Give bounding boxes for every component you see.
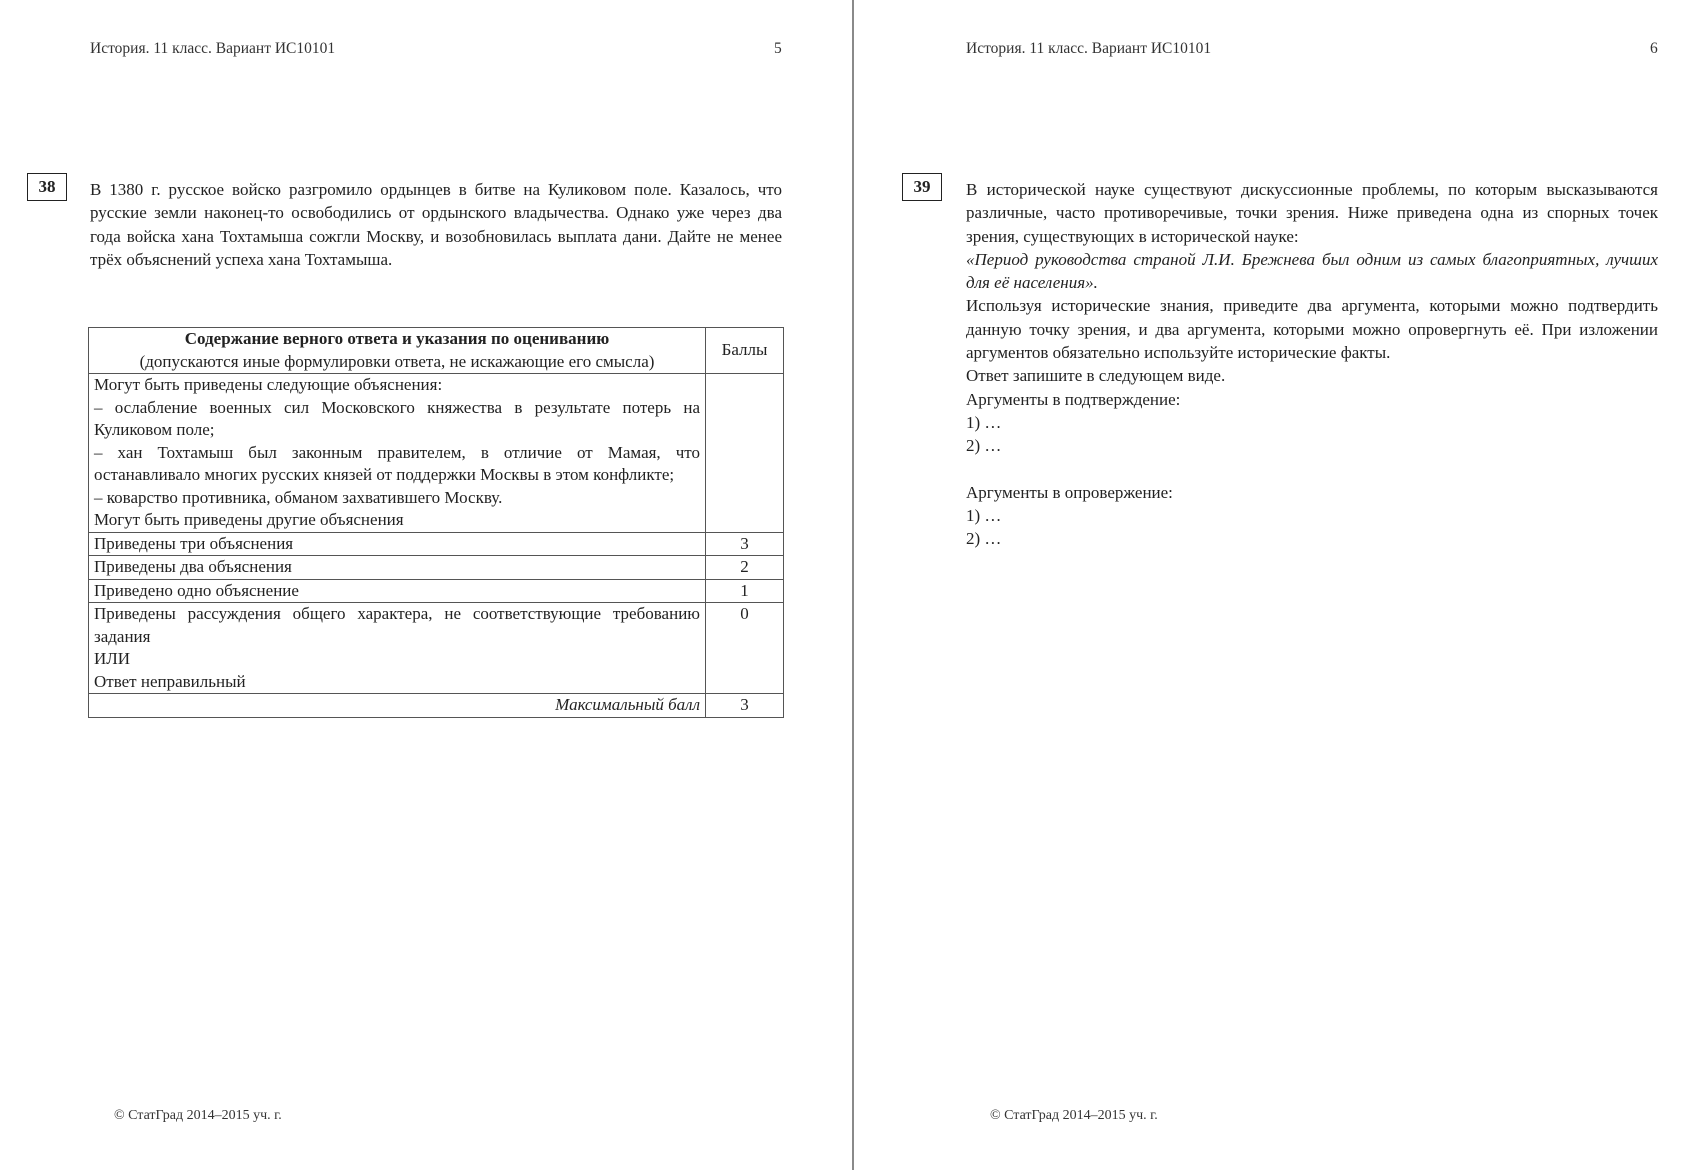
grading-table	[88, 327, 784, 718]
score-cell: 0	[706, 603, 784, 694]
table-row	[89, 532, 784, 556]
header-main: Содержание верного ответа и указания по оцениванию	[184, 329, 610, 348]
refute-heading: Аргументы в опровержение:	[966, 482, 1173, 502]
table-row	[89, 374, 784, 533]
criterion-cell	[89, 603, 706, 694]
score-cell: 2	[706, 556, 784, 580]
table-max-row	[89, 694, 784, 718]
support-heading: Аргументы в подтверждение:	[966, 389, 1181, 409]
criterion-line: ИЛИ	[94, 649, 131, 668]
task-number-box: 39	[902, 173, 942, 201]
criterion-line: Приведены рассуждения общего характера, не соответствующие требованию задания	[94, 604, 700, 646]
criterion-cell: Приведено одно объяснение	[89, 579, 706, 603]
criterion-cell: Приведены три объяснения	[89, 532, 706, 556]
refute-item: 1) …	[966, 506, 1002, 526]
task-39-intro: В исторической науке существуют дискуссионные проблемы, по которым высказываются различные, часто противоречивые, точки зрения. Ниже приведена одна из спорных точек зрения, существующих в исторической науке:	[966, 180, 1658, 246]
score-cell: 3	[706, 532, 784, 556]
content-line: Могут быть приведены другие объяснения	[94, 510, 404, 529]
page-5	[0, 0, 852, 1170]
page-number: 6	[1650, 40, 1658, 57]
score-cell: 1	[706, 579, 784, 603]
table-row	[89, 603, 784, 694]
page-header-title: История. 11 класс. Вариант ИС10101	[90, 40, 336, 57]
empty-score-cell	[706, 374, 784, 533]
max-score-label: Максимальный балл	[89, 694, 706, 718]
answer-content-cell	[89, 374, 706, 533]
refute-item: 2) …	[966, 529, 1002, 549]
table-header-content	[89, 328, 706, 374]
page-footer: © СтатГрад 2014–2015 уч. г.	[990, 1108, 1158, 1123]
task-number-box: 38	[27, 173, 67, 201]
spacer	[966, 458, 1658, 481]
page-header-title: История. 11 класс. Вариант ИС10101	[966, 40, 1212, 57]
support-item: 2) …	[966, 436, 1002, 456]
content-line: – ослабление военных сил Московского княжества в результате потерь на Куликовом поле;	[94, 397, 700, 439]
table-header-row	[89, 328, 784, 374]
task-38-text	[90, 178, 782, 271]
task-38-question: В 1380 г. русское войско разгромило ордынцев в битве на Куликовом поле. Казалось, что русские земли наконец-то освободились от ордынского владычества. Однако уже через два года войска хана Тохтамыша сожгли Москву, и возобновилась выплата дани. Дайте не менее трёх объяснений успеха хана Тохтамыша.	[90, 180, 782, 269]
content-line: Могут быть приведены следующие объяснения:	[94, 375, 443, 394]
task-39-quote: «Период руководства страной Л.И. Брежнева был одним из самых благоприятных, лучших для её населения».	[966, 249, 1658, 293]
header-note: (допускаются иные формулировки ответа, не искажающие его смысла)	[139, 351, 655, 371]
page-6	[854, 0, 1706, 1170]
content-line: – коварство противника, обманом захватившего Москву.	[94, 487, 503, 507]
max-score-value: 3	[706, 694, 784, 718]
task-39-instruction: Используя исторические знания, приведите два аргумента, которыми можно подтвердить данную точку зрения, и два аргумента, которыми можно опровергнуть её. При изложении аргументов обязательно используйте исторические факты.	[966, 296, 1658, 363]
table-row	[89, 556, 784, 580]
task-39-text	[966, 178, 1658, 551]
criterion-line: Ответ неправильный	[94, 671, 246, 691]
task-39-format-line: Ответ запишите в следующем виде.	[966, 366, 1226, 386]
content-line: – хан Тохтамыш был законным правителем, в отличие от Мамая, что останавливало многих русских князей от поддержки Москвы в этом конфликте;	[94, 442, 700, 484]
criterion-cell: Приведены два объяснения	[89, 556, 706, 580]
page-footer: © СтатГрад 2014–2015 уч. г.	[114, 1108, 282, 1123]
page-number: 5	[774, 40, 782, 57]
table-row	[89, 579, 784, 603]
support-item: 1) …	[966, 412, 1002, 432]
header-score: Баллы	[706, 328, 784, 374]
